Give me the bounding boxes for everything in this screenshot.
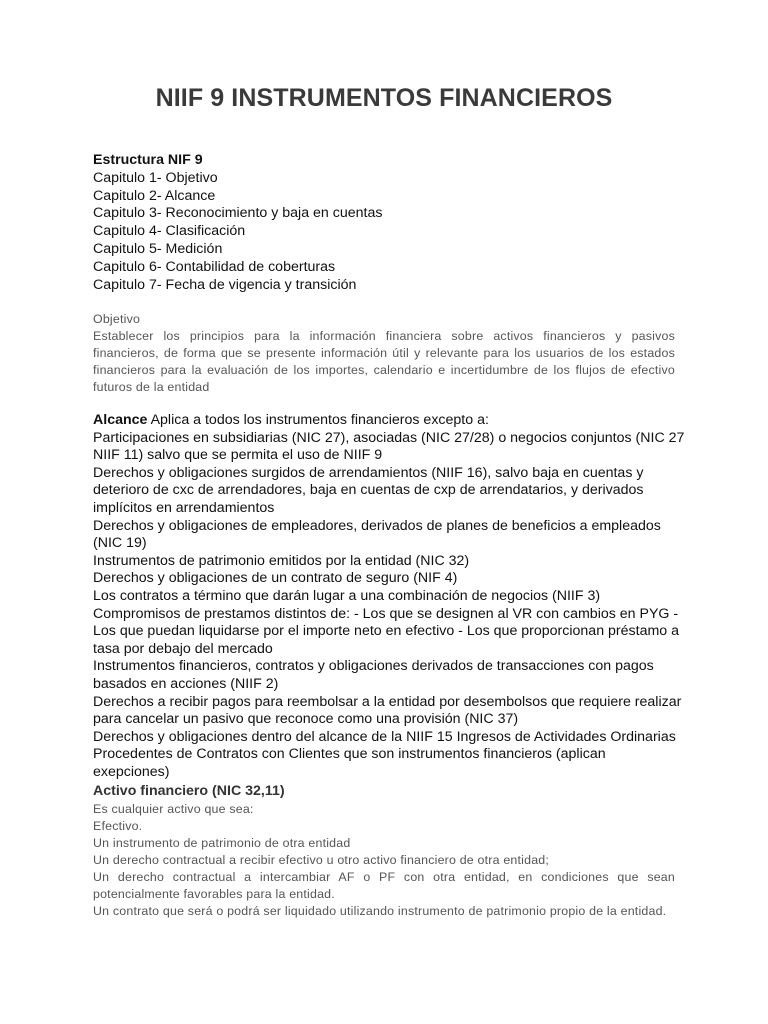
alcance-item: Instrumentos financieros, contratos y obligaciones derivados de transacciones con pagos basados en acciones (NIIF 2) (93, 658, 654, 692)
alcance-item: Derechos y obligaciones dentro del alcance de la NIIF 15 Ingresos de Actividades Ordinarias Procedentes de Contratos con Clientes que son instrumentos financieros (aplican exepciones) (93, 728, 676, 780)
alcance-section (93, 412, 685, 781)
alcance-item: Derechos y obligaciones de un contrato de seguro (NIF 4) (93, 570, 458, 587)
estructura-heading: Estructura NIF 9 (93, 152, 203, 168)
activo-financiero-item: Un derecho contractual a intercambiar AF o PF con otra entidad, en condiciones que sean potencialmente favorables para la entidad. (93, 869, 675, 901)
alcance-label: Alcance (93, 412, 148, 428)
estructura-item: Capitulo 7- Fecha de vigencia y transición (93, 276, 357, 293)
activo-financiero-item: Un derecho contractual a recibir efectivo u otro activo financiero de otra entidad; (93, 852, 550, 867)
objetivo-paragraph: Establecer los principios para la información financiera sobre activos financieros y pasivos financieros, de forma que se presente información útil y relevante para los usuarios de los estados financieros para la evaluación de los importes, calendario e incertidumbre de los flujos de efectivo futuros de la entidad (93, 329, 675, 394)
document-title: NIIF 9 INSTRUMENTOS FINANCIEROS (155, 84, 613, 112)
activo-financiero-item: Un instrumento de patrimonio de otra entidad (93, 835, 351, 850)
estructura-item: Capitulo 1- Objetivo (93, 169, 218, 186)
alcance-intro-line (93, 412, 685, 430)
alcance-item: Derechos a recibir pagos para reembolsar a la entidad por desembolsos que requiere realizar para cancelar un pasivo que reconoce como una provisión (NIC 37) (93, 693, 682, 728)
activo-financiero-intro: Es cualquier activo que sea: (93, 801, 254, 816)
estructura-item: Capitulo 6- Contabilidad de coberturas (93, 258, 336, 275)
alcance-item: Instrumentos de patrimonio emitidos por la entidad (NIC 32) (93, 552, 470, 569)
alcance-item: Derechos y obligaciones surgidos de arrendamientos (NIIF 16), salvo baja en cuentas y deterioro de cxc de arrendadores, baja en cuentas de cxp de arrendatarios, y derivados implícitos en arrendamientos (93, 464, 644, 516)
estructura-item: Capitulo 3- Reconocimiento y baja en cuentas (93, 205, 383, 222)
objetivo-section (93, 311, 675, 396)
activo-financiero-heading: Activo financiero (NIC 32,11) (93, 783, 285, 799)
alcance-item: Los contratos a término que darán lugar a una combinación de negocios (NIIF 3) (93, 587, 601, 604)
alcance-item: Compromisos de prestamos distintos de: - Los que se designen al VR con cambios en PYG - Los que puedan liquidarse por el importe neto en efectivo - Los que proporcionan préstamo a tasa por debajo del mercado (93, 605, 680, 657)
estructura-section (93, 152, 675, 294)
estructura-item: Capitulo 5- Medición (93, 240, 223, 257)
estructura-item: Capitulo 4- Clasificación (93, 223, 246, 240)
alcance-item: Derechos y obligaciones de empleadores, derivados de planes de beneficios a empleados (NIC 19) (93, 517, 661, 552)
estructura-item: Capitulo 2- Alcance (93, 187, 216, 204)
activo-financiero-item: Efectivo. (93, 818, 143, 833)
objetivo-heading: Objetivo (93, 312, 141, 326)
activo-financiero-item: Un contrato que será o podrá ser liquidado utilizando instrumento de patrimonio propio de la entidad. (93, 903, 667, 918)
alcance-intro: Aplica a todos los instrumentos financieros excepto a: (147, 412, 489, 428)
alcance-item: Participaciones en subsidiarias (NIC 27), asociadas (NIC 27/28) o negocios conjuntos (NIC 27 NIIF 11) salvo que se permita el uso de NIIF 9 (93, 429, 685, 464)
activo-financiero-section (93, 783, 675, 920)
